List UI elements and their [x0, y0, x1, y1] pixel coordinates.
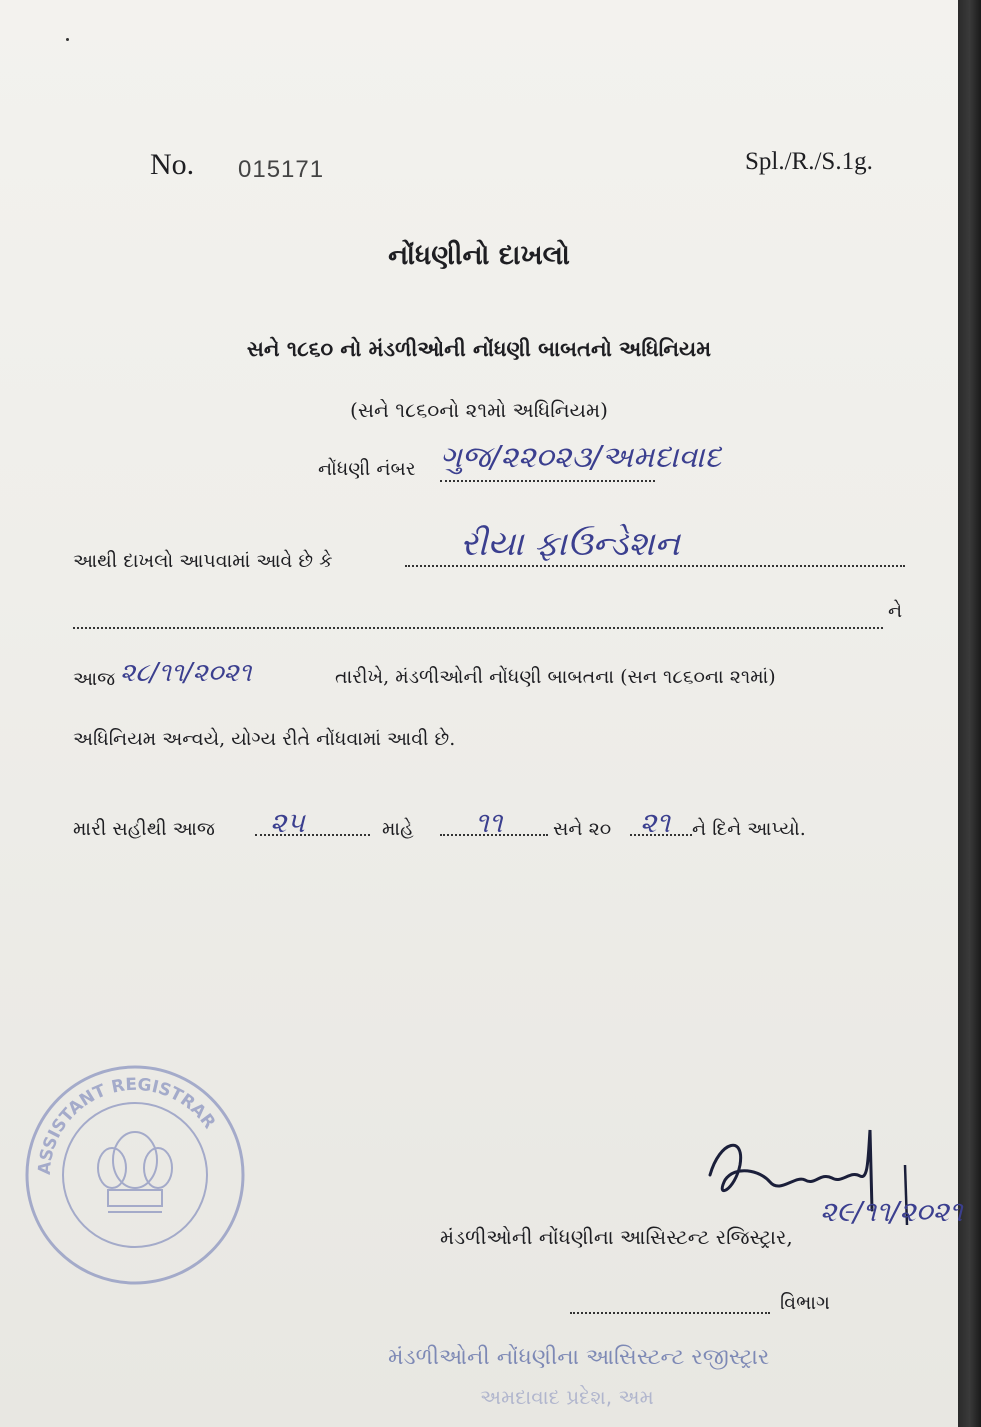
- year-label: સને ૨૦: [553, 818, 612, 840]
- speck: [66, 38, 69, 41]
- today-prefix: આજ: [73, 668, 116, 690]
- society-name-dotted-line: [405, 565, 905, 567]
- registration-dotted-line: [440, 480, 655, 482]
- office-stamp-line2: અમદાવાદ પ્રદેશ, અમ: [480, 1385, 654, 1409]
- serial-label: No.: [150, 148, 195, 181]
- issue-day: ૨૫: [270, 806, 305, 839]
- registrar-title: મંડળીઓની નોંધણીના આસિસ્ટન્ટ રજિસ્ટ્રાર,: [440, 1225, 793, 1249]
- issued-text: ને દિને આપ્યો.: [692, 818, 806, 840]
- registration-label: નોંધણી નંબર: [318, 458, 416, 480]
- official-seal-icon: [20, 1060, 250, 1290]
- issue-year-suffix: ૨૧: [640, 806, 671, 839]
- society-name: રીયા ફાઉન્ડેશન: [460, 524, 680, 564]
- date-suffix-text: તારીખે, મંડળીઓની નોંધણી બાબતના (સન ૧૮૬૦ના ૨૧માં): [335, 666, 776, 688]
- serial-number: 015171: [238, 156, 325, 183]
- svg-text:ASSISTANT REGISTRAR: [35, 1075, 219, 1176]
- seal-text: ASSISTANT REGISTRAR: [34, 1074, 220, 1176]
- continuation-dotted-line: [73, 627, 883, 629]
- ne-suffix: ને: [888, 600, 903, 622]
- department-label: વિભાગ: [780, 1292, 830, 1314]
- signature-date: ૨૯/૧૧/૨૦૨૧: [820, 1195, 963, 1228]
- office-stamp-line1: મંડળીઓની નોંધણીના આસિસ્ટન્ટ રજીસ્ટ્રાર: [388, 1345, 770, 1370]
- form-code: Spl./R./S.1g.: [745, 148, 873, 175]
- registration-number: ગુજ/૨૨૦૨૩/અમદાવાદ: [440, 440, 722, 475]
- department-dotted-line: [570, 1312, 770, 1314]
- month-label: માહે: [382, 818, 414, 840]
- issue-month: ૧૧: [475, 806, 503, 839]
- act-title: સને ૧૮૬૦ નો મંડળીઓની નોંધણી બાબતનો અધિનિયમ: [246, 336, 712, 361]
- act-subtitle: (સને ૧૮૬૦નો ૨૧મો અધિનિયમ): [350, 398, 608, 422]
- certify-text: આથી દાખલો આપવામાં આવે છે કે: [73, 550, 333, 572]
- signature-date-prefix: મારી સહીથી આજ: [73, 818, 215, 840]
- registration-date: ૨૮/૧૧/૨૦૨૧: [120, 658, 252, 688]
- certificate-title: નોંધણીનો દાખલો: [388, 240, 570, 271]
- act-clause-text: અધિનિયમ અન્વયે, યોગ્ય રીતે નોંધવામાં આવી છે.: [73, 728, 456, 750]
